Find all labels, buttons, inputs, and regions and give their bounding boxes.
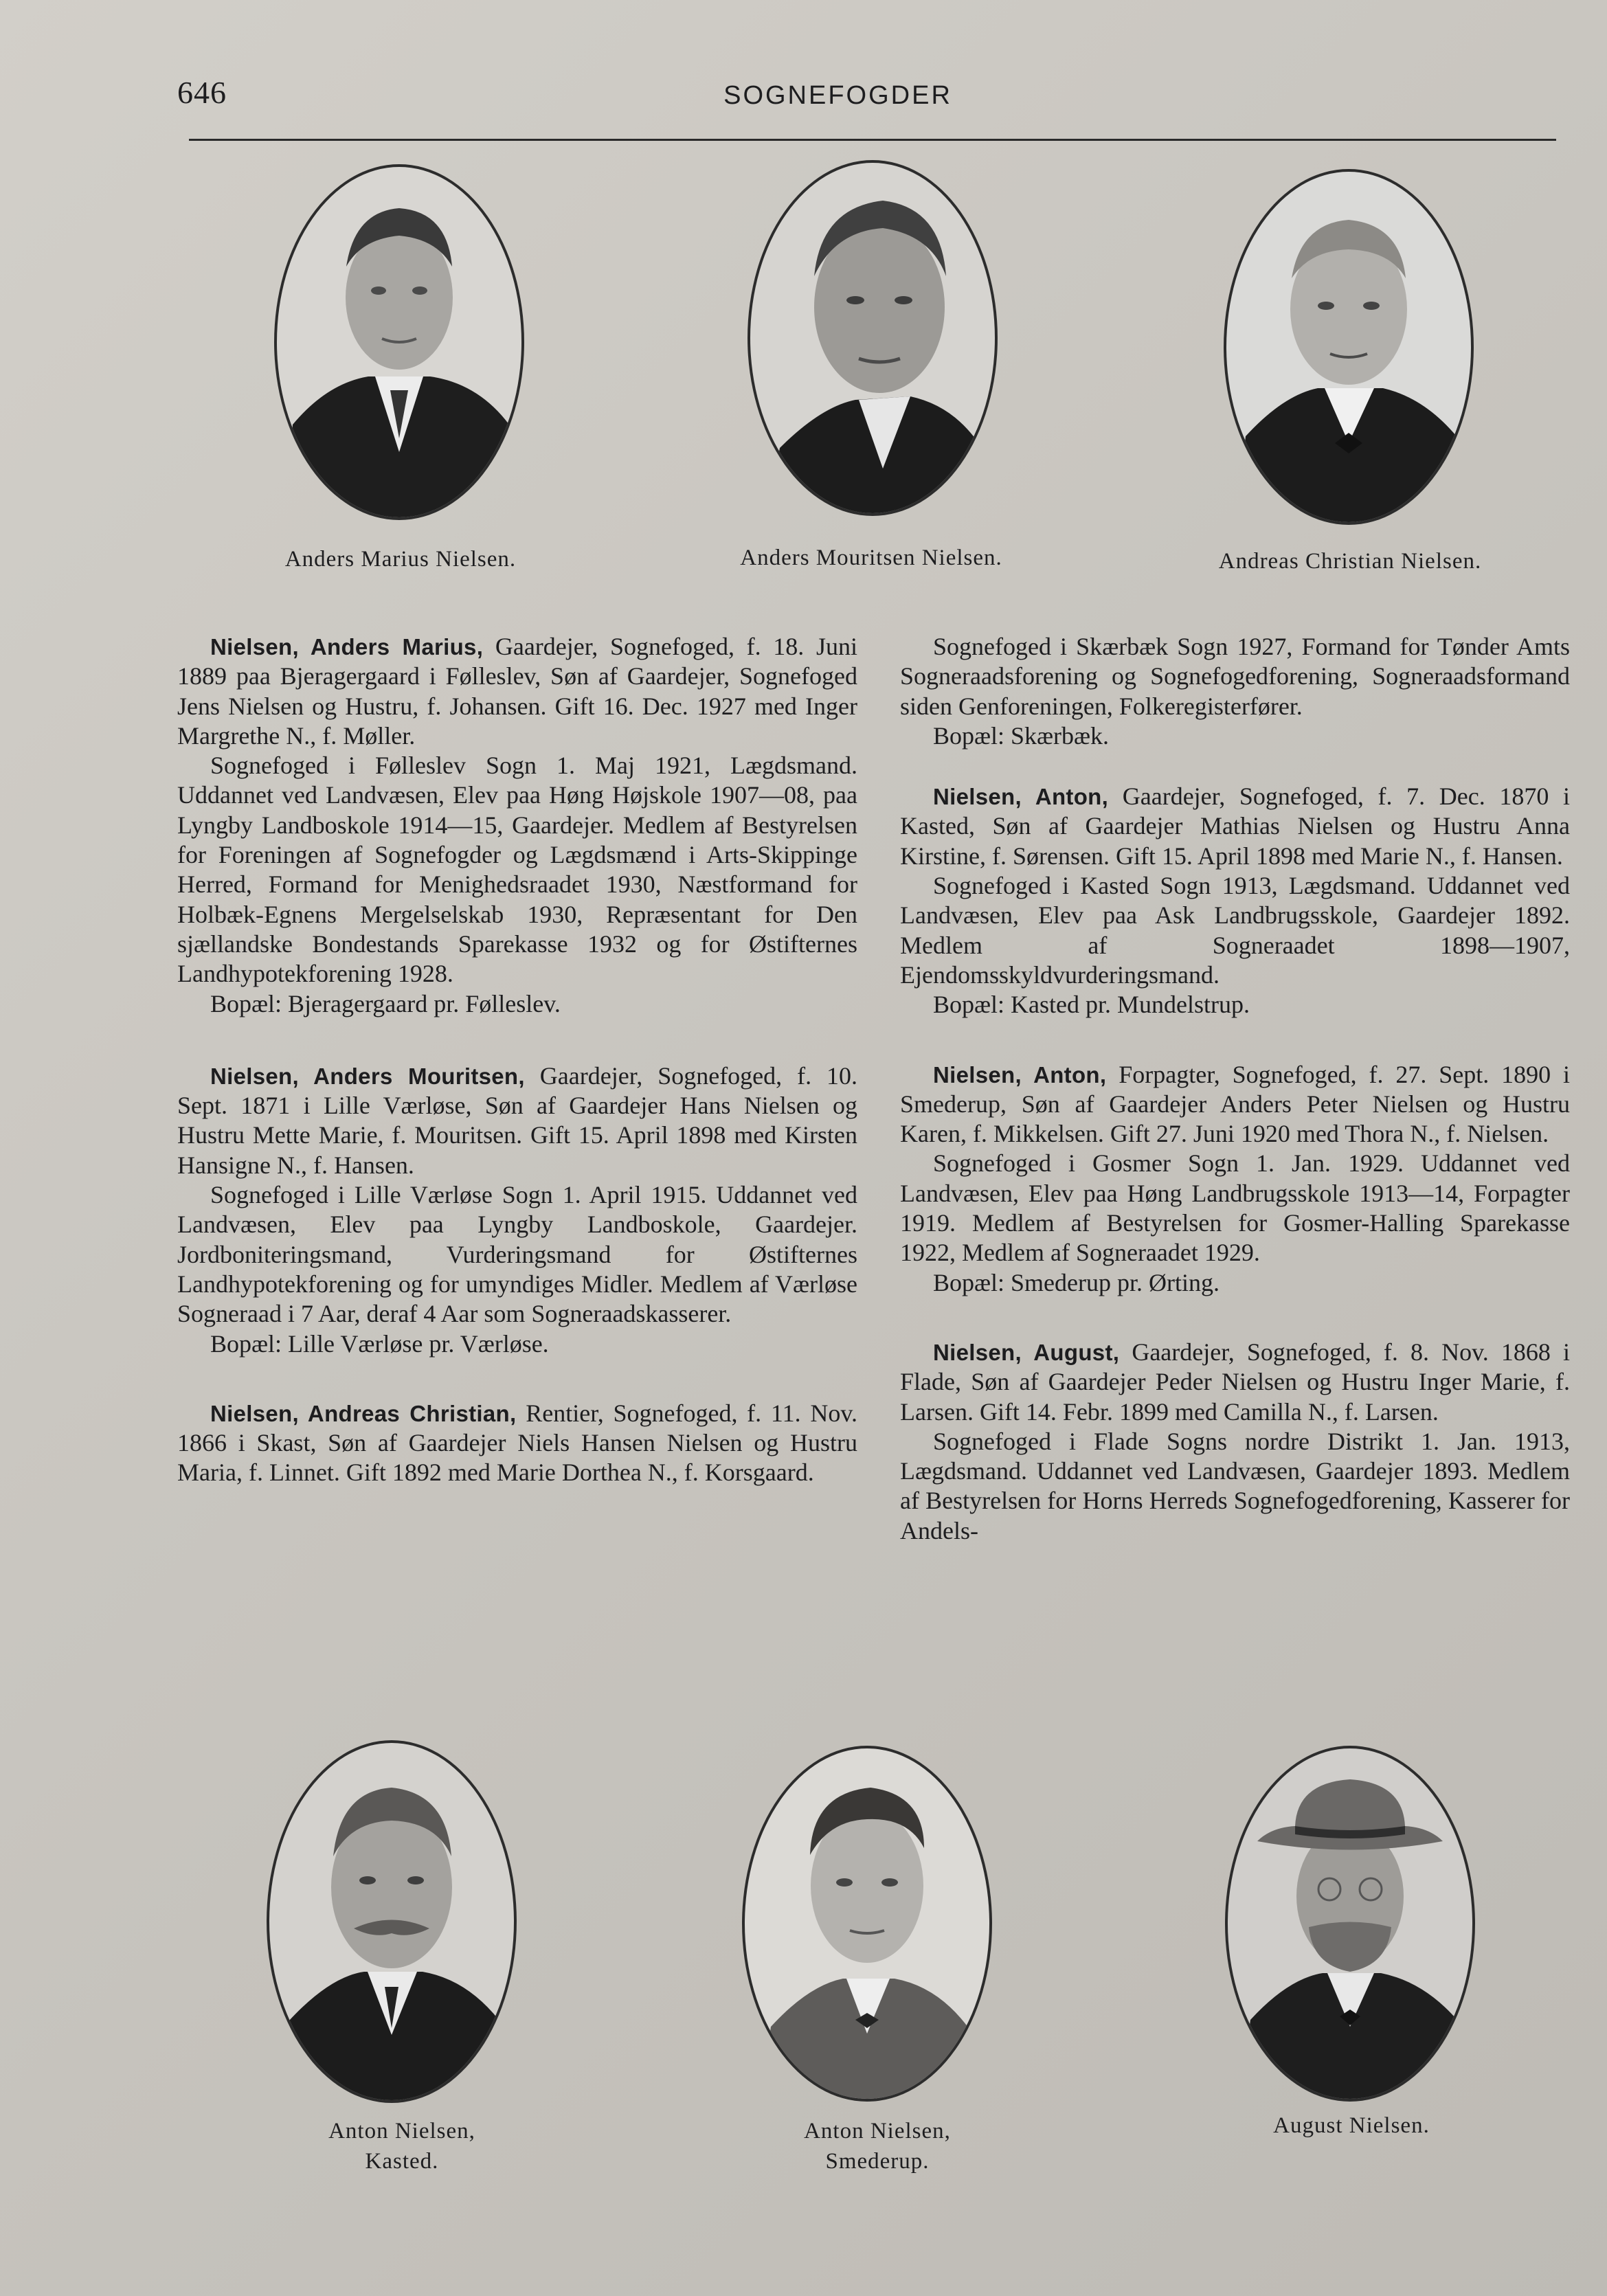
right-column: [900, 632, 1570, 1546]
entry-anton-smederup-residence: Bopæl: Smederup pr. Ørting.: [933, 1268, 1220, 1296]
portrait-anders-mouritsen-nielsen: [745, 159, 1000, 517]
entry-august-career: Sognefoged i Flade Sogns nordre Distrikt 1. Jan. 1913, Lægdsmand. Uddannet ved Landvæsen, Gaardejer 1893. Medlem af Bestyrelsen for Horns Herreds Sognefogedforening, Kasserer for Andels-: [900, 1427, 1570, 1544]
entry-anders-mouritsen-residence: Bopæl: Lille Værløse pr. Værløse.: [210, 1329, 549, 1358]
running-title: SOGNEFOGDER: [723, 81, 952, 110]
caption-anders-marius-nielsen: Anders Marius Nielsen.: [284, 547, 517, 572]
caption-anton-nielsen-kasted: Anton Nielsen, Kasted.: [328, 2119, 475, 2174]
entry-anton-smederup-career: Sognefoged i Gosmer Sogn 1. Jan. 1929. Uddannet ved Landvæsen, Elev paa Høng Landbrugsskole 1913—14, Forpagter 1919. Medlem af Bestyrelsen for Gosmer-Halling Sparekasse 1922, Medlem af Sogneraadet 1929.: [900, 1149, 1570, 1267]
entry-anders-marius-residence: Bopæl: Bjeragergaard pr. Følleslev.: [210, 989, 561, 1017]
entry-anders-mouritsen-career: Sognefoged i Lille Værløse Sogn 1. April 1915. Uddannet ved Landvæsen, Elev paa Lyngby Landboskole, Gaardejer. Jordboniteringsmand, Vurderingsmand for Østifternes Landhypotekforening og for umyndiges Midler. Medlem af Værløse Sogneraad i 7 Aar, deraf 4 Aar som Sogneraadskasserer.: [177, 1181, 857, 1328]
entry-name: Nielsen, Anton,: [933, 1061, 1107, 1088]
caption-august-nielsen: August Nielsen.: [1273, 2113, 1430, 2138]
entry-anders-mouritsen-intro: Nielsen, Anders Mouritsen, Gaardejer, Sognefoged, f. 10. Sept. 1871 i Lille Værløse, Søn af Gaardejer Hans Nielsen og Hustru Mette Marie, f. Mouritsen. Gift 15. April 1898 med Kirsten Hansigne N., f. Hansen.: [177, 1061, 858, 1179]
portrait-august-nielsen: [1223, 1745, 1477, 2102]
entry-name: Nielsen, Anton,: [933, 784, 1109, 810]
caption-anders-mouritsen-nielsen: Anders Mouritsen Nielsen.: [740, 545, 1002, 570]
left-column: [177, 632, 857, 1488]
entry-andreas-christian-intro: Nielsen, Andreas Christian, Rentier, Sognefoged, f. 11. Nov. 1866 i Skast, Søn af Gaardejer Niels Hansen Nielsen og Hustru Maria, f. Linnet. Gift 1892 med Marie Dorthea N., f. Korsgaard.: [177, 1399, 857, 1487]
entry-name: Nielsen, Anders Mouritsen,: [210, 1063, 525, 1089]
header-rule: [189, 139, 1556, 141]
portrait-anders-marius-nielsen: [272, 164, 526, 521]
entry-andreas-christian-residence: Bopæl: Skærbæk.: [933, 721, 1110, 750]
entry-anders-marius-intro: Nielsen, Anders Marius, Gaardejer, Sognefoged, f. 18. Juni 1889 paa Bjeragergaard i Følleslev, Søn af Gaardejer, Sognefoged Jens Nielsen og Hustru, f. Johansen. Gift 16. Dec. 1927 med Inger Margrethe N., f. Møller.: [177, 633, 858, 750]
portrait-andreas-christian-nielsen: [1222, 168, 1476, 526]
entry-anton-kasted-residence: Bopæl: Kasted pr. Mundelstrup.: [933, 991, 1250, 1019]
caption-andreas-christian-nielsen: Andreas Christian Nielsen.: [1218, 549, 1482, 574]
portrait-anton-nielsen-kasted: [265, 1740, 519, 2104]
entry-name: Nielsen, Andreas Christian,: [210, 1400, 517, 1426]
entry-name: Nielsen, August,: [933, 1339, 1120, 1365]
entry-name: Nielsen, Anders Marius,: [210, 634, 484, 660]
entry-andreas-christian-career: Sognefoged i Skærbæk Sogn 1927, Formand for Tønder Amts Sogneraadsforening og Sognefogedforening, Sogneraadsformand siden Genforeningen, Folkeregisterfører.: [900, 633, 1570, 720]
page-number: 646: [177, 75, 227, 110]
portrait-anton-nielsen-smederup: [740, 1745, 994, 2102]
entry-anton-kasted-intro: Nielsen, Anton, Gaardejer, Sognefoged, f. 7. Dec. 1870 i Kasted, Søn af Gaardejer Mathias Nielsen og Hustru Anna Kirstine, f. Sørensen. Gift 15. April 1898 med Marie N., f. Hansen.: [900, 783, 1570, 870]
caption-anton-nielsen-smederup: Anton Nielsen, Smederup.: [804, 2119, 951, 2174]
entry-august-intro: Nielsen, August, Gaardejer, Sognefoged, f. 8. Nov. 1868 i Flade, Søn af Gaardejer Peder Nielsen og Hustru Inger Marie, f. Larsen. Gift 14. Febr. 1899 med Camilla N., f. Larsen.: [900, 1338, 1570, 1426]
entry-anders-marius-career: Sognefoged i Følleslev Sogn 1. Maj 1921, Lægdsmand. Uddannet ved Landvæsen, Elev paa Høng Højskole 1907—08, paa Lyngby Landboskole 1914—15, Gaardejer. Medlem af Bestyrelsen for Foreningen af Sognefogder og Lægdsmænd i Arts-Skippinge Herred, Formand for Menighedsraadet 1930, Næstformand for Holbæk-Egnens Mergelselskab 1930, Repræsentant for Den sjællandske Bondestands Sparekasse 1932 og for Østifternes Landhypotekforening 1928.: [177, 752, 857, 988]
entry-anton-smederup-intro: Nielsen, Anton, Forpagter, Sognefoged, f. 27. Sept. 1890 i Smederup, Søn af Gaardejer Anders Peter Nielsen og Hustru Karen, f. Mikkelsen. Gift 27. Juni 1920 med Thora N., f. Nielsen.: [900, 1060, 1570, 1148]
entry-anton-kasted-career: Sognefoged i Kasted Sogn 1913, Lægdsmand. Uddannet ved Landvæsen, Elev paa Ask Landbrugsskole, Gaardejer 1892. Medlem af Sogneraadet 1898—1907, Ejendomsskyldvurderingsmand.: [900, 872, 1570, 989]
